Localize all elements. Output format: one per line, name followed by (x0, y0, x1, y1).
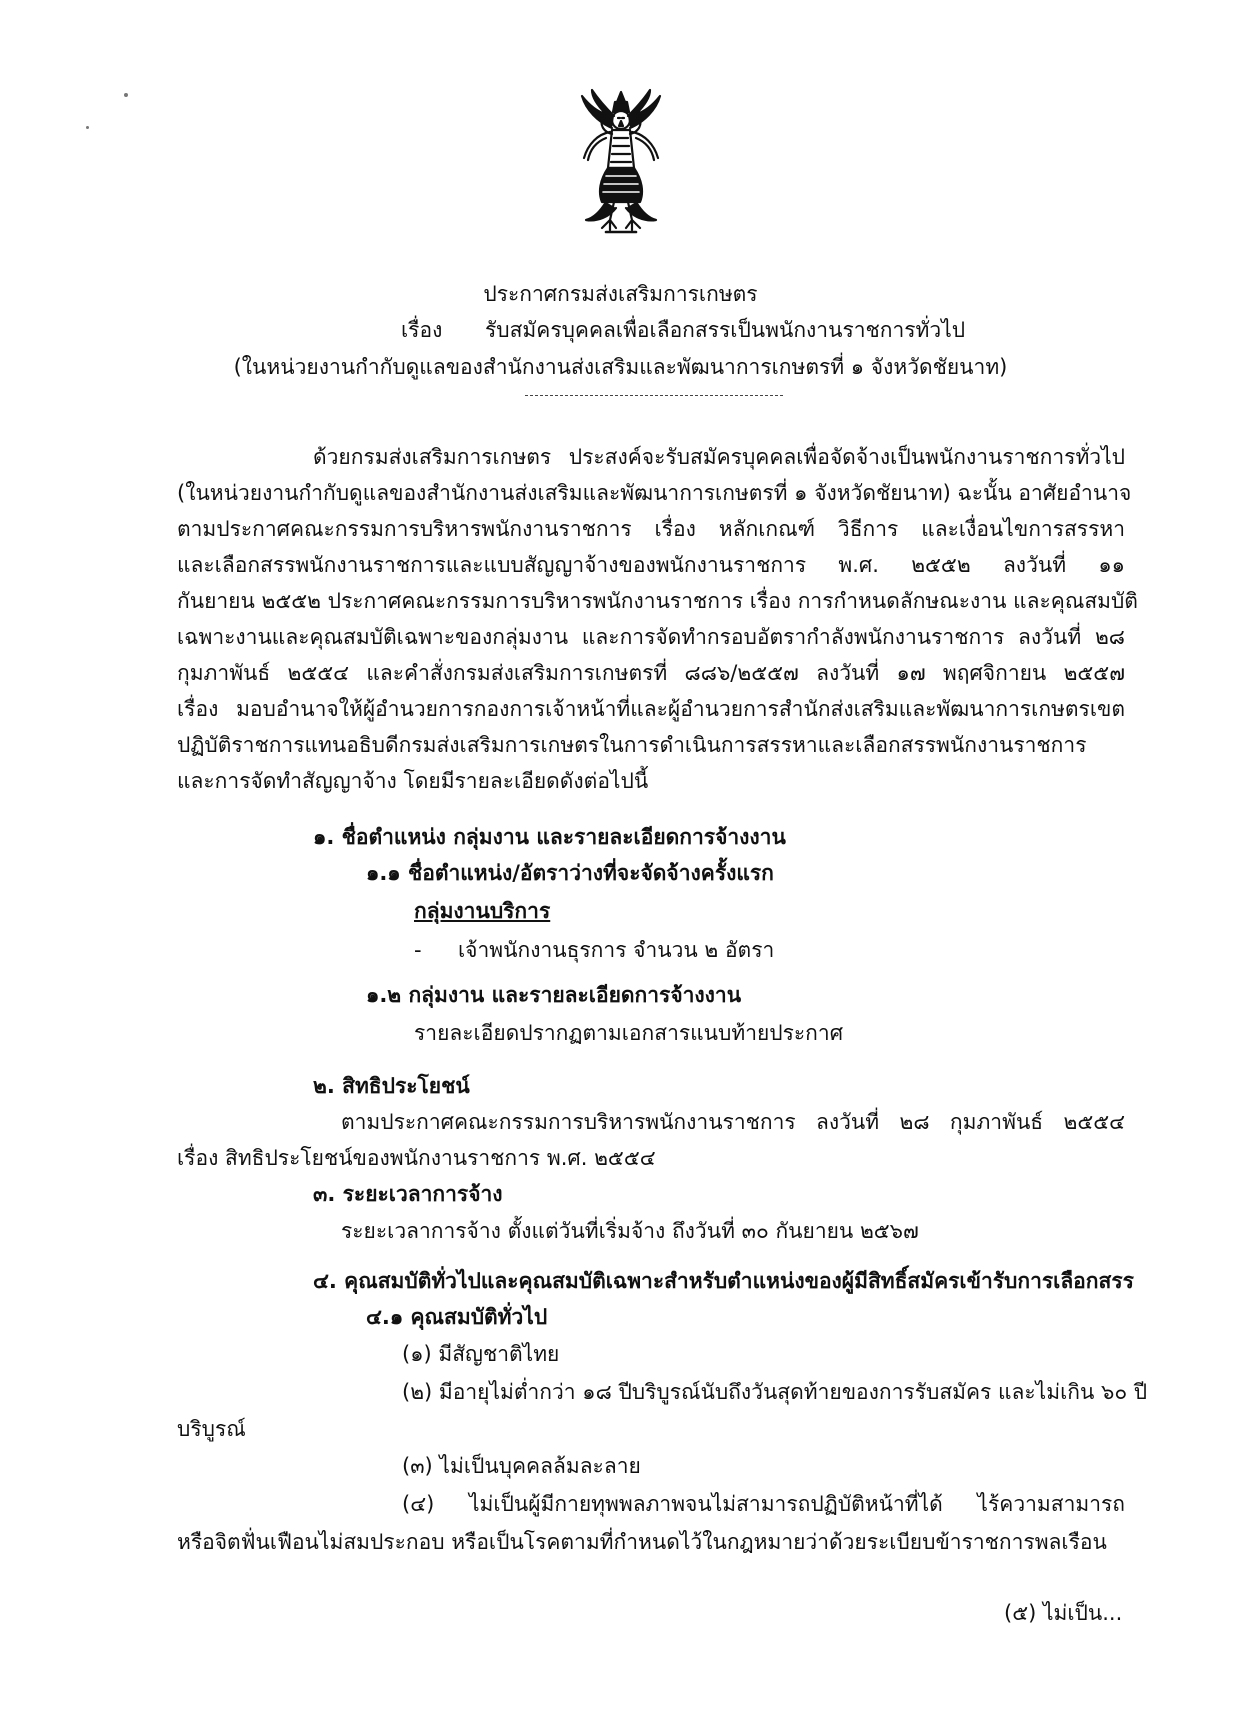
service-group-label: กลุ่มงานบริการ (414, 899, 551, 923)
qualification-item: (๒) มีอายุไม่ต่ำกว่า ๑๘ ปีบริบูรณ์นับถึงวันสุดท้ายของการรับสมัคร และไม่เกิน ๖๐ ปี (402, 1380, 1148, 1404)
continuation-marker: (๕) ไม่เป็น... (1004, 1601, 1123, 1625)
intro-line: เฉพาะงานและคุณสมบัติเฉพาะของกลุ่มงาน และการจัดทำกรอบอัตรากำลังพนักงานราชการ ลงวันที่ ๒๘ (177, 625, 1125, 649)
announcement-title: ประกาศกรมส่งเสริมการเกษตร (483, 282, 758, 306)
section-3-text: ระยะเวลาการจ้าง ตั้งแต่วันที่เริ่มจ้าง ถึงวันที่ ๓๐ กันยายน ๒๕๖๗ (341, 1219, 919, 1243)
section-2-heading: ๒. สิทธิประโยชน์ (313, 1074, 470, 1098)
intro-line: เรื่อง มอบอำนาจให้ผู้อำนวยการกองการเจ้าหน้าที่และผู้อำนวยการสำนักส่งเสริมและพัฒนาการเกษตรเขต (177, 697, 1125, 721)
subject-label: เรื่อง (401, 318, 443, 342)
intro-line: (ในหน่วยงานกำกับดูแลของสำนักงานส่งเสริมและพัฒนาการเกษตรที่ ๑ จังหวัดชัยนาท) ฉะนั้น อาศัยอำนาจ (177, 481, 1132, 505)
intro-line: กันยายน ๒๕๕๒ ประกาศคณะกรรมการบริหารพนักงานราชการ เรื่อง การกำหนดลักษณะงาน และคุณสมบัติ (177, 589, 1138, 613)
scope-text: (ในหน่วยงานกำกับดูแลของสำนักงานส่งเสริมและพัฒนาการเกษตรที่ ๑ จังหวัดชัยนาท) (233, 355, 1008, 379)
section-2-line: ตามประกาศคณะกรรมการบริหารพนักงานราชการ ลงวันที่ ๒๘ กุมภาพันธ์ ๒๕๕๔ (341, 1110, 1125, 1134)
list-dash: - (414, 938, 422, 962)
garuda-emblem (576, 88, 666, 240)
intro-line: ด้วยกรมส่งเสริมการเกษตร ประสงค์จะรับสมัครบุคคลเพื่อจัดจ้างเป็นพนักงานราชการทั่วไป (313, 445, 1125, 469)
intro-line: กุมภาพันธ์ ๒๕๕๔ และคำสั่งกรมส่งเสริมการเกษตรที่ ๘๘๖/๒๕๕๗ ลงวันที่ ๑๗ พฤศจิกายน ๒๕๕๗ (177, 661, 1125, 685)
intro-line: ปฏิบัติราชการแทนอธิบดีกรมส่งเสริมการเกษตรในการดำเนินการสรรหาและเลือกสรรพนักงานราชการ (177, 733, 1087, 757)
subject-text: รับสมัครบุคคลเพื่อเลือกสรรเป็นพนักงานราชการทั่วไป (485, 318, 966, 342)
scan-speck (124, 93, 128, 97)
intro-line: ตามประกาศคณะกรรมการบริหารพนักงานราชการ เรื่อง หลักเกณฑ์ วิธีการ และเงื่อนไขการสรรหา (177, 517, 1125, 541)
position-item: เจ้าพนักงานธุรการ จำนวน ๒ อัตรา (458, 938, 775, 962)
scan-speck (86, 126, 89, 129)
dashed-separator (525, 395, 783, 396)
section-1-1-heading: ๑.๑ ชื่อตำแหน่ง/อัตราว่างที่จะจัดจ้างครั้งแรก (366, 861, 774, 885)
qualification-item: (๔) ไม่เป็นผู้มีกายทุพพลภาพจนไม่สามารถปฏิบัติหน้าที่ได้ ไร้ความสามารถ (402, 1492, 1125, 1516)
section-1-2-text: รายละเอียดปรากฏตามเอกสารแนบท้ายประกาศ (414, 1021, 844, 1045)
qualification-item: (๑) มีสัญชาติไทย (402, 1342, 560, 1366)
section-2-line: เรื่อง สิทธิประโยชน์ของพนักงานราชการ พ.ศ. ๒๕๕๔ (177, 1146, 656, 1170)
section-3-heading: ๓. ระยะเวลาการจ้าง (313, 1182, 503, 1206)
qualification-item-continued: หรือจิตฟั่นเฟือนไม่สมประกอบ หรือเป็นโรคตามที่กำหนดไว้ในกฎหมายว่าด้วยระเบียบข้าราชการพลเรือน (177, 1530, 1107, 1554)
intro-line: และการจัดทำสัญญาจ้าง โดยมีรายละเอียดดังต่อไปนี้ (177, 769, 649, 793)
qualification-item: (๓) ไม่เป็นบุคคลล้มละลาย (402, 1454, 641, 1478)
intro-line: และเลือกสรรพนักงานราชการและแบบสัญญาจ้างของพนักงานราชการ พ.ศ. ๒๕๕๒ ลงวันที่ ๑๑ (177, 553, 1125, 577)
section-1-2-heading: ๑.๒ กลุ่มงาน และรายละเอียดการจ้างงาน (366, 983, 742, 1007)
section-4-heading: ๔. คุณสมบัติทั่วไปและคุณสมบัติเฉพาะสำหรับตำแหน่งของผู้มีสิทธิ์สมัครเข้ารับการเลือกสรร (313, 1269, 1134, 1293)
qualification-item-continued: บริบูรณ์ (177, 1417, 246, 1441)
section-4-1-heading: ๔.๑ คุณสมบัติทั่วไป (366, 1305, 548, 1329)
section-1-heading: ๑. ชื่อตำแหน่ง กลุ่มงาน และรายละเอียดการจ้างงาน (313, 825, 786, 849)
